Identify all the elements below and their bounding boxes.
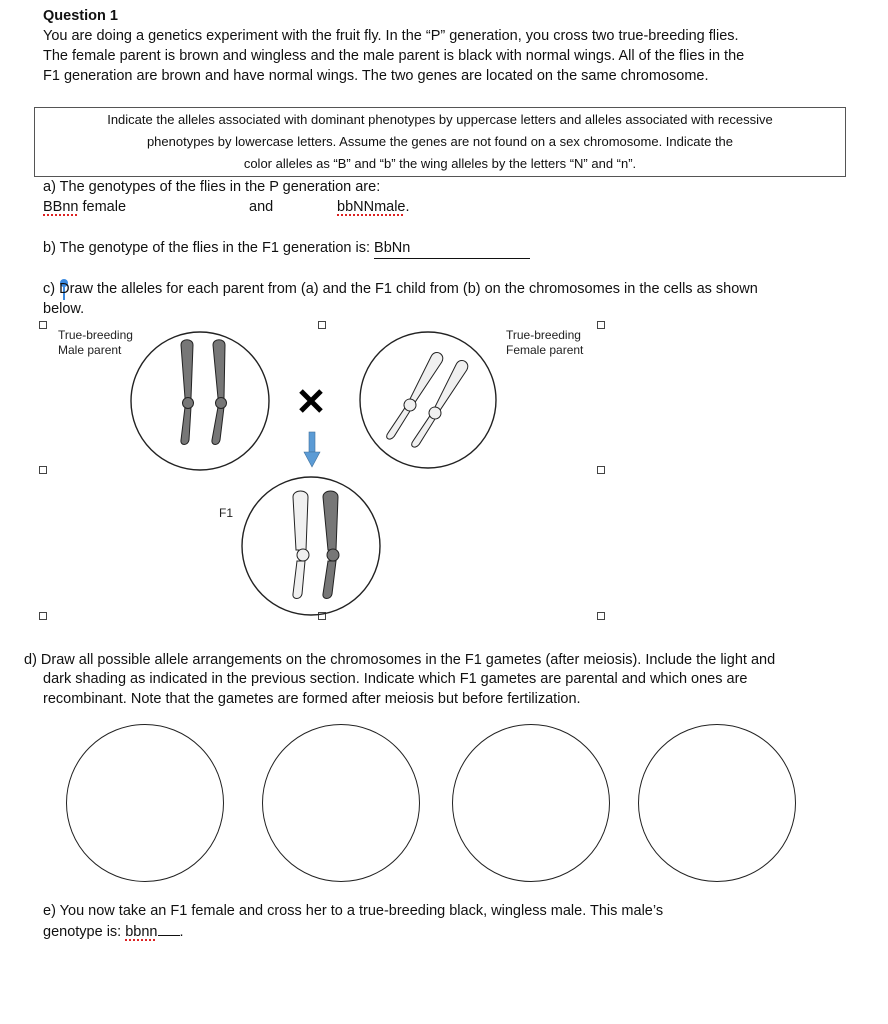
male-chromosome-1: [181, 340, 194, 445]
answer-blank[interactable]: [158, 921, 180, 936]
female-label-line-2: Female parent: [506, 343, 584, 357]
male-suffix: .: [405, 199, 410, 215]
f1-label: F1: [219, 506, 234, 520]
question-title: Question 1: [43, 8, 118, 24]
part-e-line-2: [43, 921, 184, 942]
intro-line-3: F1 generation are brown and have normal wings. The two genes are located on the same chromosome.: [43, 68, 709, 84]
male-label-line-2: Male parent: [58, 343, 122, 357]
part-c-line-2: below.: [43, 301, 85, 317]
part-e-line-1: e) You now take an F1 female and cross her to a true-breeding black, wingless male. This male’s: [43, 903, 664, 919]
part-a-prompt: a) The genotypes of the flies in the P generation are:: [43, 179, 381, 195]
cross-symbol-icon: [301, 391, 321, 411]
instructions-line-2: phenotypes by lowercase letters. Assume the genes are not found on a sex chromosome. Indicate the: [146, 134, 734, 149]
f1-genotype-answer[interactable]: BbNn: [374, 238, 530, 259]
female-label-line-1: True-breeding: [506, 328, 581, 342]
part-d-line-2: dark shading as indicated in the previous section. Indicate which F1 gametes are parental and which ones are: [43, 671, 748, 687]
intro-line-2: The female parent is brown and wingless and the male parent is black with normal wings. All of the flies in the: [43, 48, 745, 64]
part-a-and: and: [249, 199, 274, 215]
female-label: female: [78, 199, 127, 215]
female-genotype-answer[interactable]: BBnn: [43, 199, 79, 215]
female-chromosome-2: [410, 358, 470, 451]
instructions-line-3: color alleles as “B” and “b” the wing alleles by the letters “N” and “n”.: [243, 156, 637, 171]
part-d-line-1: d) Draw all possible allele arrangements on the chromosomes in the F1 gametes (after meiosis). Include the light and: [24, 652, 776, 668]
f1-chromosome-light: [293, 491, 309, 599]
part-c-line-1: c) Draw the alleles for each parent from (a) and the F1 child from (b) on the chromosomes in the cells as shown: [43, 281, 758, 297]
instructions-line-1: Indicate the alleles associated with dominant phenotypes by uppercase letters and alleles associated with recessive: [107, 112, 773, 127]
male-parent-cell[interactable]: [131, 332, 269, 470]
f1-cell[interactable]: [242, 477, 380, 615]
male-chromosome-2: [212, 340, 227, 445]
female-parent-cell[interactable]: [360, 332, 496, 468]
female-chromosome-1: [385, 350, 445, 443]
part-d-line-3: recombinant. Note that the gametes are formed after meiosis but before fertilization.: [43, 691, 581, 707]
male-genotype-answer[interactable]: bbNNmale: [337, 199, 406, 215]
gamete-cell-1[interactable]: [66, 724, 224, 882]
gamete-cell-3[interactable]: [452, 724, 610, 882]
male-label-line-1: True-breeding: [58, 328, 133, 342]
down-arrow-icon: [304, 432, 320, 467]
part-e-suffix: .: [179, 924, 184, 940]
gamete-cell-2[interactable]: [262, 724, 420, 882]
part-b-prompt: b) The genotype of the flies in the F1 generation is:: [43, 240, 375, 256]
intro-line-1: You are doing a genetics experiment with the fruit fly. In the “P” generation, you cross two true-breeding flies.: [43, 28, 739, 44]
gamete-cell-4[interactable]: [638, 724, 796, 882]
part-e-prefix: genotype is:: [43, 924, 126, 940]
male-genotype-e-answer[interactable]: bbnn: [125, 924, 158, 940]
f1-chromosome-dark: [323, 491, 339, 599]
